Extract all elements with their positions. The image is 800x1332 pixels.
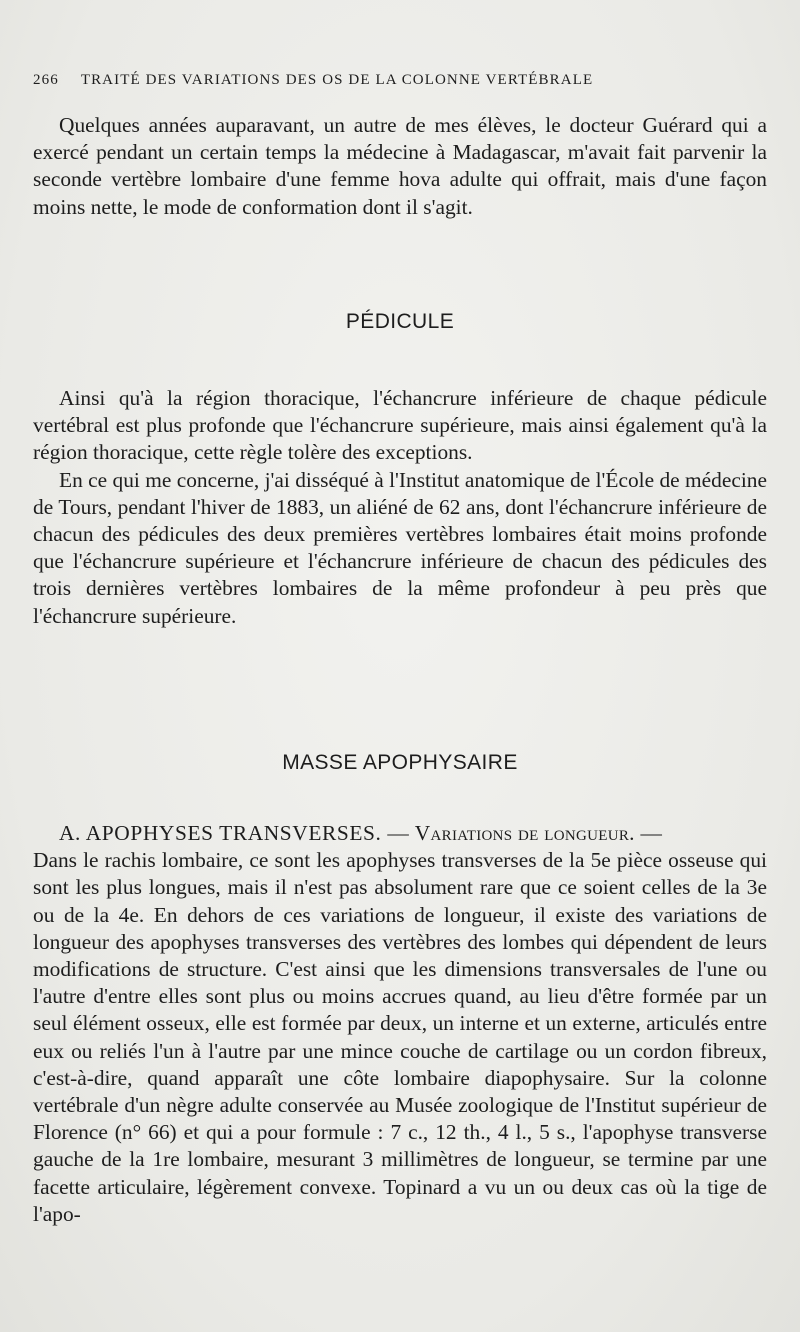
pedicule-paragraph-2: En ce qui me concerne, j'ai disséqué à l'Institut anatomique de l'École de médecine de Tours, pendant l'hiver de 1883, un aliéné de 62 ans, dont l'échancrure inférieure de chacun des pédicules des deux premières vertèbres lombaires était moins profonde que l'échancrure supérieure et l'échancrure inférieure de chacun des pédicules des trois dernières vertèbres lombaires de la même profondeur à peu près que l'échancrure supérieure. xyxy=(33,467,767,628)
pedicule-section-body xyxy=(33,385,767,630)
running-title: TRAITÉ DES VARIATIONS DES OS DE LA COLONNE VERTÉBRALE xyxy=(80,72,594,88)
subsection-title: A. APOPHYSES TRANSVERSES. — xyxy=(59,821,410,845)
running-head xyxy=(33,72,768,89)
section-heading-masse-apophysaire: MASSE APOPHYSAIRE xyxy=(282,751,518,774)
pedicule-paragraph-1: Ainsi qu'à la région thoracique, l'échancrure inférieure de chaque pédicule vertébral est plus profonde que l'échancrure supérieure, mais ainsi également qu'à la région thoracique, cette règle tolère des exceptions. xyxy=(33,386,767,465)
subsection-subtitle: Variations de longueur. — xyxy=(414,821,663,845)
transverse-section-body xyxy=(33,820,767,1228)
page-number: 266 xyxy=(33,72,59,88)
transverse-paragraph: Dans le rachis lombaire, ce sont les apophyses transverses de la 5e pièce osseuse qui sont les plus longues, mais il n'est pas absolument rare que ce soient celles de la 3e ou de la 4e. En dehors de ces variations de longueur, il existe des variations de longueur des apophyses transverses des vertèbres des lombes qui dépendent de leurs modifications de structure. C'est ainsi que les dimensions transversales de l'une ou l'autre d'entre elles sont plus ou moins accrues quand, au lieu d'être formée par un seul élément osseux, elle est formée par deux, un interne et un externe, articulés entre eux ou reliés l'un à l'autre par une mince couche de cartilage ou un cordon fibreux, c'est-à-dire, quand apparaît une côte lombaire diapophysaire. Sur la colonne vertébrale d'un nègre adulte conservée au Musée zoologique de l'Institut supérieur de Florence (n° 66) et qui a pour formule : 7 c., 12 th., 4 l., 5 s., l'apophyse transverse gauche de la 1re lombaire, mesurant 3 millimètres de longueur, se termine par une facette articulaire, légèrement convexe. Topinard a vu un ou deux cas où la tige de l'apo- xyxy=(33,848,767,1226)
intro-paragraph: Quelques années auparavant, un autre de mes élèves, le docteur Guérard qui a exercé pendant un certain temps la médecine à Madagascar, m'avait fait parvenir la seconde vertèbre lombaire d'une femme hova adulte qui offrait, mais d'une façon moins nette, le mode de conformation dont il s'agit. xyxy=(33,113,767,219)
intro-paragraph-block xyxy=(33,112,767,221)
section-heading-pedicule: PÉDICULE xyxy=(345,310,455,333)
transverse-subsection-heading-line xyxy=(33,820,767,847)
